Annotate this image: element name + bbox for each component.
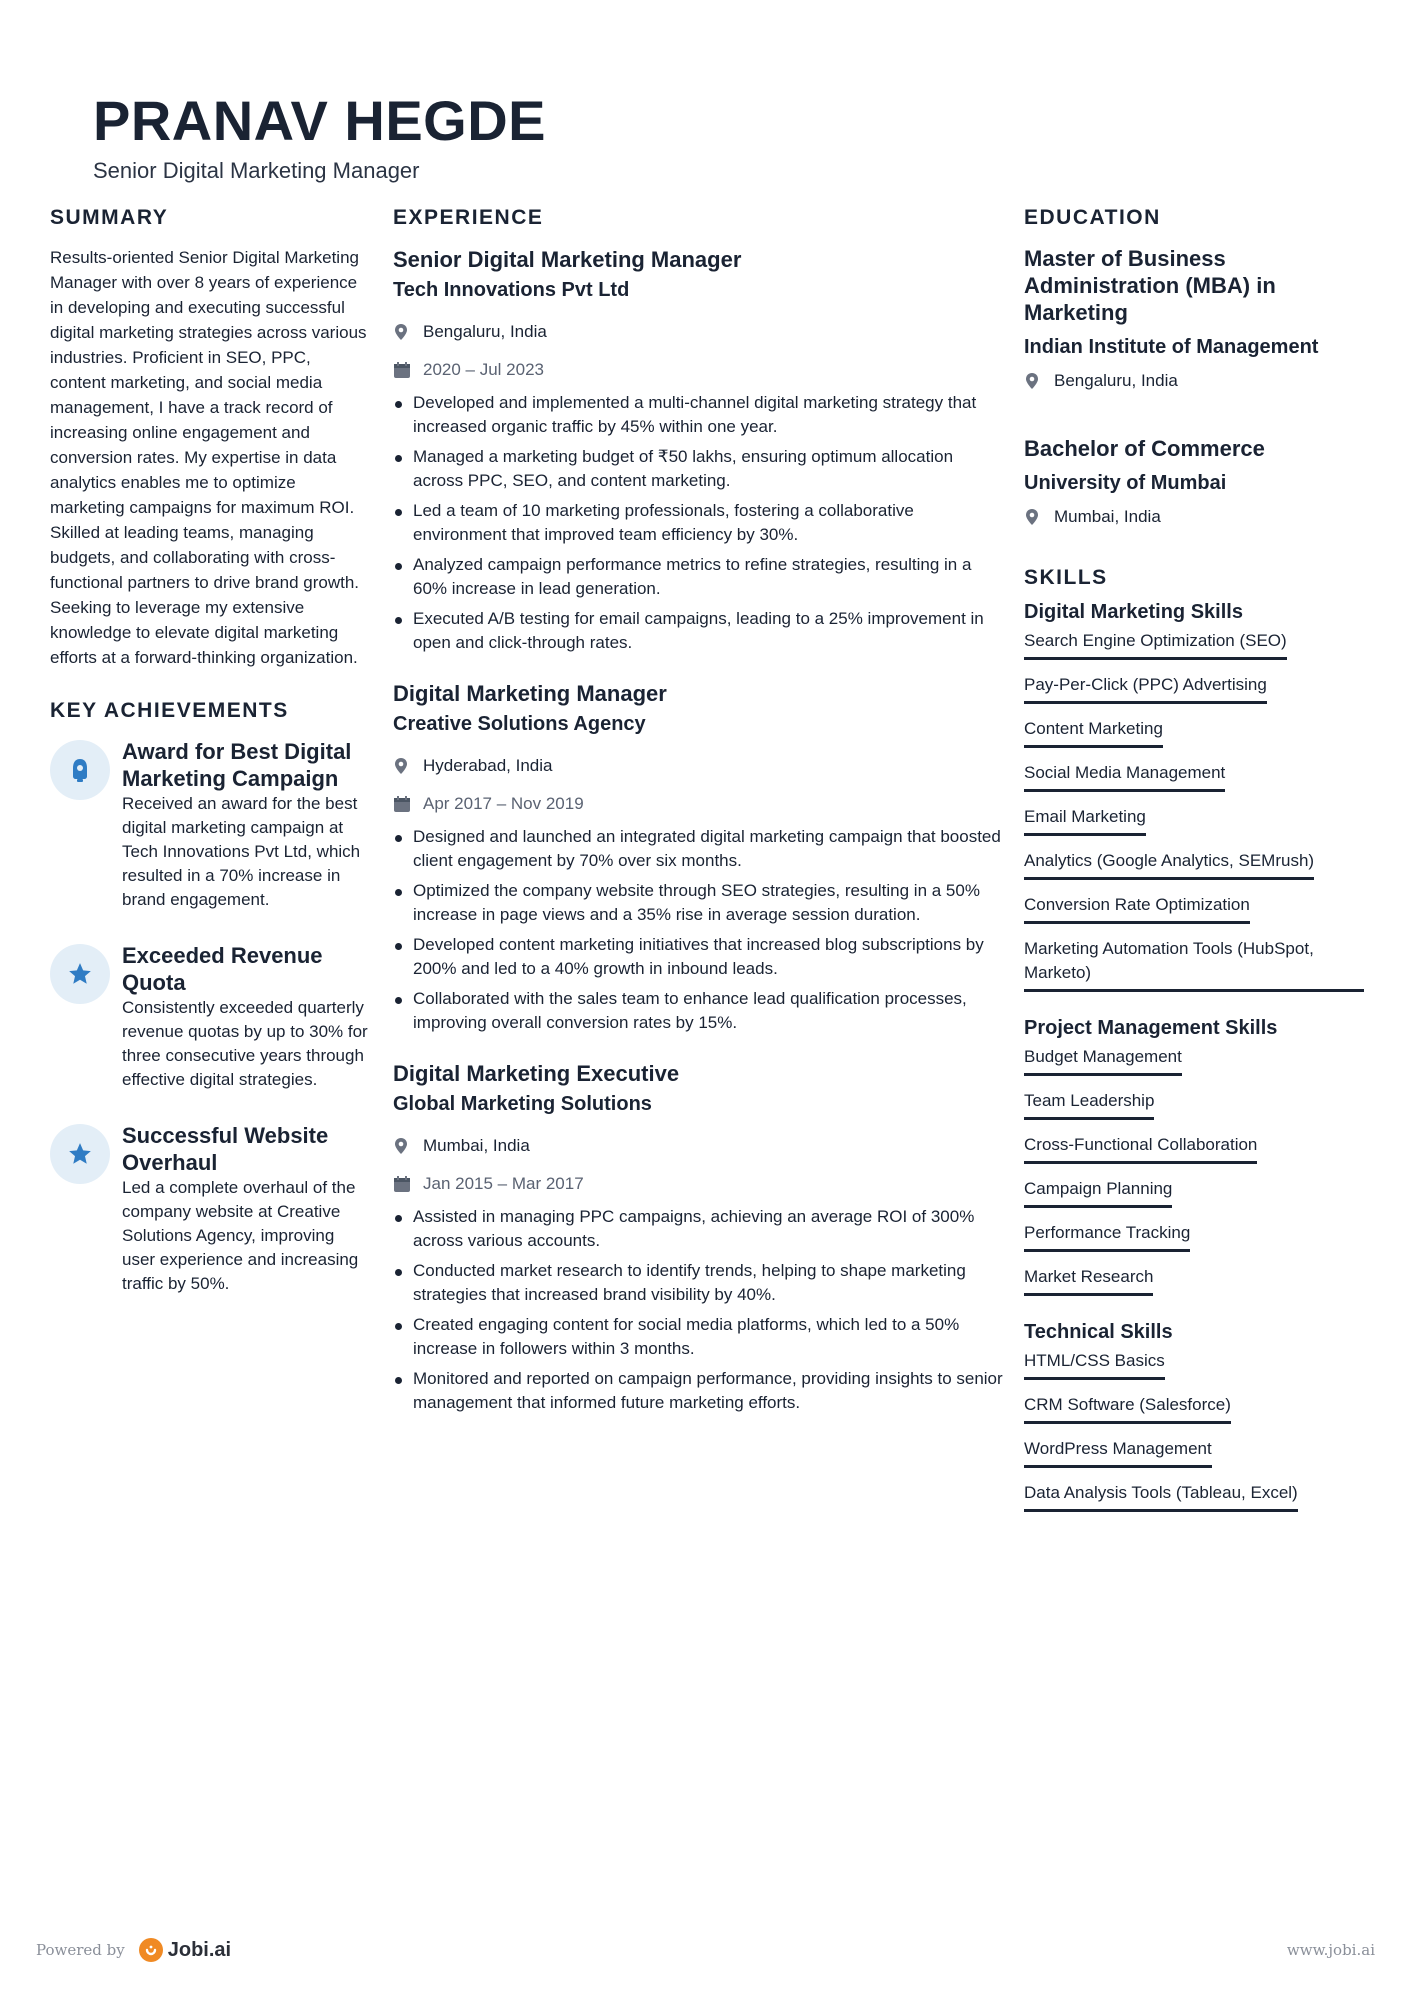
job-bullet: Designed and launched an integrated digital marketing campaign that boosted client engagement by 70% over six months. bbox=[393, 825, 1003, 873]
education-heading: EDUCATION bbox=[1024, 206, 1161, 229]
calendar-icon bbox=[393, 361, 423, 379]
job-bullet: Created engaging content for social media platforms, which led to a 50% increase in followers within 3 months. bbox=[393, 1313, 1003, 1361]
candidate-name: PRANAV HEGDE bbox=[93, 89, 547, 152]
location-pin-icon bbox=[1024, 372, 1054, 390]
achievement-item bbox=[50, 738, 370, 912]
job-entry bbox=[393, 1059, 1003, 1415]
job-location: Mumbai, India bbox=[423, 1136, 530, 1155]
job-bullet: Collaborated with the sales team to enhance lead qualification processes, improving overall conversion rates by 15%. bbox=[393, 987, 1003, 1035]
job-company: Creative Solutions Agency bbox=[393, 713, 646, 735]
skill-item: Cross-Functional Collaboration bbox=[1024, 1133, 1257, 1164]
education-entry bbox=[1024, 245, 1374, 399]
skill-item: Performance Tracking bbox=[1024, 1221, 1190, 1252]
job-location-row bbox=[393, 313, 1003, 351]
summary-text: Results-oriented Senior Digital Marketing Manager with over 8 years of experience in developing and executing successful digital marketing strategies across various industries. Proficient in SEO, PPC, content marketing, and social media management, I have a track record of increasing online engagement and conversion rates. My expertise in data analytics enables me to optimize marketing campaigns for maximum ROI. Skilled at leading teams, managing budgets, and collaborating with cross-functional partners to drive brand growth. Seeking to leverage my extensive knowledge to elevate digital marketing efforts at a forward-thinking organization. bbox=[50, 248, 367, 667]
page-footer bbox=[36, 1936, 1375, 1964]
star-icon bbox=[50, 1124, 110, 1184]
education-school: University of Mumbai bbox=[1024, 472, 1227, 494]
achievement-desc: Consistently exceeded quarterly revenue quotas by up to 30% for three consecutive years through effective digital strategies. bbox=[122, 998, 368, 1089]
job-date-row bbox=[393, 785, 1003, 823]
achievement-title: Successful Website Overhaul bbox=[122, 1123, 329, 1175]
job-bullet: Analyzed campaign performance metrics to refine strategies, resulting in a 60% increase in lead generation. bbox=[393, 553, 1003, 601]
job-location: Hyderabad, India bbox=[423, 756, 553, 775]
achievement-title: Award for Best Digital Marketing Campaign bbox=[122, 739, 352, 791]
skill-item: Campaign Planning bbox=[1024, 1177, 1172, 1208]
calendar-icon bbox=[393, 795, 423, 813]
achievement-title: Exceeded Revenue Quota bbox=[122, 943, 323, 995]
right-column bbox=[1024, 205, 1374, 1525]
skill-item: Market Research bbox=[1024, 1265, 1153, 1296]
skill-group bbox=[1024, 1015, 1374, 1309]
skill-item: Social Media Management bbox=[1024, 761, 1225, 792]
resume-header bbox=[93, 88, 546, 184]
job-bullets bbox=[393, 391, 1003, 655]
job-dates: 2020 – Jul 2023 bbox=[423, 360, 544, 379]
candidate-title: Senior Digital Marketing Manager bbox=[93, 158, 420, 183]
powered-by bbox=[36, 1938, 231, 1962]
job-bullet: Monitored and reported on campaign performance, providing insights to senior management that informed future marketing efforts. bbox=[393, 1367, 1003, 1415]
job-date-row bbox=[393, 351, 1003, 389]
achievement-item bbox=[50, 942, 370, 1092]
skill-group-title: Digital Marketing Skills bbox=[1024, 601, 1243, 623]
skill-item: Search Engine Optimization (SEO) bbox=[1024, 629, 1287, 660]
location-pin-icon bbox=[393, 323, 423, 341]
footer-site-link[interactable]: www.jobi.ai bbox=[1286, 1941, 1375, 1959]
education-entry bbox=[1024, 435, 1374, 535]
education-location-row bbox=[1024, 363, 1374, 399]
skill-list bbox=[1024, 629, 1374, 1005]
job-title: Digital Marketing Executive bbox=[393, 1061, 680, 1086]
achievement-desc: Led a complete overhaul of the company website at Creative Solutions Agency, improving user experience and increasing traffic by 50%. bbox=[122, 1178, 359, 1293]
job-bullet: Led a team of 10 marketing professionals, fostering a collaborative environment that improved team efficiency by 30%. bbox=[393, 499, 1003, 547]
job-dates: Apr 2017 – Nov 2019 bbox=[423, 794, 584, 813]
powered-by-label: Powered by bbox=[36, 1941, 125, 1959]
education-location: Bengaluru, India bbox=[1054, 371, 1178, 390]
education-degree: Master of Business Administration (MBA) in Marketing bbox=[1024, 246, 1276, 325]
job-title: Digital Marketing Manager bbox=[393, 681, 667, 706]
jobi-logo-icon bbox=[139, 1938, 163, 1962]
left-column bbox=[50, 205, 370, 1326]
job-bullet: Conducted market research to identify trends, helping to shape marketing strategies that increased brand visibility by 40%. bbox=[393, 1259, 1003, 1307]
skill-item: Marketing Automation Tools (HubSpot, Marketo) bbox=[1024, 937, 1364, 992]
job-bullet: Assisted in managing PPC campaigns, achieving an average ROI of 300% across various accounts. bbox=[393, 1205, 1003, 1253]
education-location-row bbox=[1024, 499, 1374, 535]
skill-item: Content Marketing bbox=[1024, 717, 1163, 748]
skill-list bbox=[1024, 1349, 1374, 1525]
skill-item: Data Analysis Tools (Tableau, Excel) bbox=[1024, 1481, 1298, 1512]
location-pin-icon bbox=[393, 1137, 423, 1155]
education-school: Indian Institute of Management bbox=[1024, 336, 1319, 358]
skill-item: CRM Software (Salesforce) bbox=[1024, 1393, 1231, 1424]
job-date-row bbox=[393, 1165, 1003, 1203]
job-location: Bengaluru, India bbox=[423, 322, 547, 341]
trophy-icon bbox=[50, 740, 110, 800]
skills-heading: SKILLS bbox=[1024, 566, 1108, 589]
skill-group-title: Project Management Skills bbox=[1024, 1017, 1278, 1039]
job-dates: Jan 2015 – Mar 2017 bbox=[423, 1174, 584, 1193]
location-pin-icon bbox=[1024, 508, 1054, 526]
calendar-icon bbox=[393, 1175, 423, 1193]
achievements-list bbox=[50, 738, 370, 1296]
skill-item: Team Leadership bbox=[1024, 1089, 1154, 1120]
job-bullet: Managed a marketing budget of ₹50 lakhs, ensuring optimum allocation across PPC, SEO, and content marketing. bbox=[393, 445, 1003, 493]
skill-item: Analytics (Google Analytics, SEMrush) bbox=[1024, 849, 1314, 880]
skill-item: Pay-Per-Click (PPC) Advertising bbox=[1024, 673, 1267, 704]
job-entry bbox=[393, 245, 1003, 655]
education-degree: Bachelor of Commerce bbox=[1024, 436, 1265, 461]
skill-item: Conversion Rate Optimization bbox=[1024, 893, 1250, 924]
achievements-heading: KEY ACHIEVEMENTS bbox=[50, 699, 289, 722]
job-bullet: Developed and implemented a multi-channel digital marketing strategy that increased organic traffic by 45% within one year. bbox=[393, 391, 1003, 439]
skill-item: HTML/CSS Basics bbox=[1024, 1349, 1165, 1380]
experience-heading: EXPERIENCE bbox=[393, 206, 544, 229]
job-location-row bbox=[393, 747, 1003, 785]
job-bullet: Optimized the company website through SEO strategies, resulting in a 50% increase in page views and a 35% rise in average session duration. bbox=[393, 879, 1003, 927]
achievement-item bbox=[50, 1122, 370, 1296]
skill-group-title: Technical Skills bbox=[1024, 1321, 1173, 1343]
skill-group bbox=[1024, 1319, 1374, 1525]
job-bullets bbox=[393, 825, 1003, 1035]
job-title: Senior Digital Marketing Manager bbox=[393, 247, 742, 272]
skill-item: WordPress Management bbox=[1024, 1437, 1212, 1468]
middle-column bbox=[393, 205, 1003, 1439]
job-bullet: Developed content marketing initiatives that increased blog subscriptions by 200% and led to a 40% growth in inbound leads. bbox=[393, 933, 1003, 981]
job-company: Tech Innovations Pvt Ltd bbox=[393, 279, 630, 301]
job-entry bbox=[393, 679, 1003, 1035]
job-location-row bbox=[393, 1127, 1003, 1165]
job-bullets bbox=[393, 1205, 1003, 1415]
location-pin-icon bbox=[393, 757, 423, 775]
job-bullet: Executed A/B testing for email campaigns, leading to a 25% improvement in open and click-through rates. bbox=[393, 607, 1003, 655]
jobi-brand-link[interactable] bbox=[139, 1938, 231, 1962]
skill-item: Budget Management bbox=[1024, 1045, 1182, 1076]
star-icon bbox=[50, 944, 110, 1004]
skill-list bbox=[1024, 1045, 1374, 1309]
skill-item: Email Marketing bbox=[1024, 805, 1146, 836]
job-company: Global Marketing Solutions bbox=[393, 1093, 652, 1115]
summary-heading: SUMMARY bbox=[50, 206, 169, 229]
achievement-desc: Received an award for the best digital marketing campaign at Tech Innovations Pvt Ltd, which resulted in a 70% increase in brand engagement. bbox=[122, 794, 361, 909]
jobi-brand-name: Jobi.ai bbox=[167, 1938, 232, 1961]
skill-group bbox=[1024, 599, 1374, 1005]
education-location: Mumbai, India bbox=[1054, 507, 1161, 526]
